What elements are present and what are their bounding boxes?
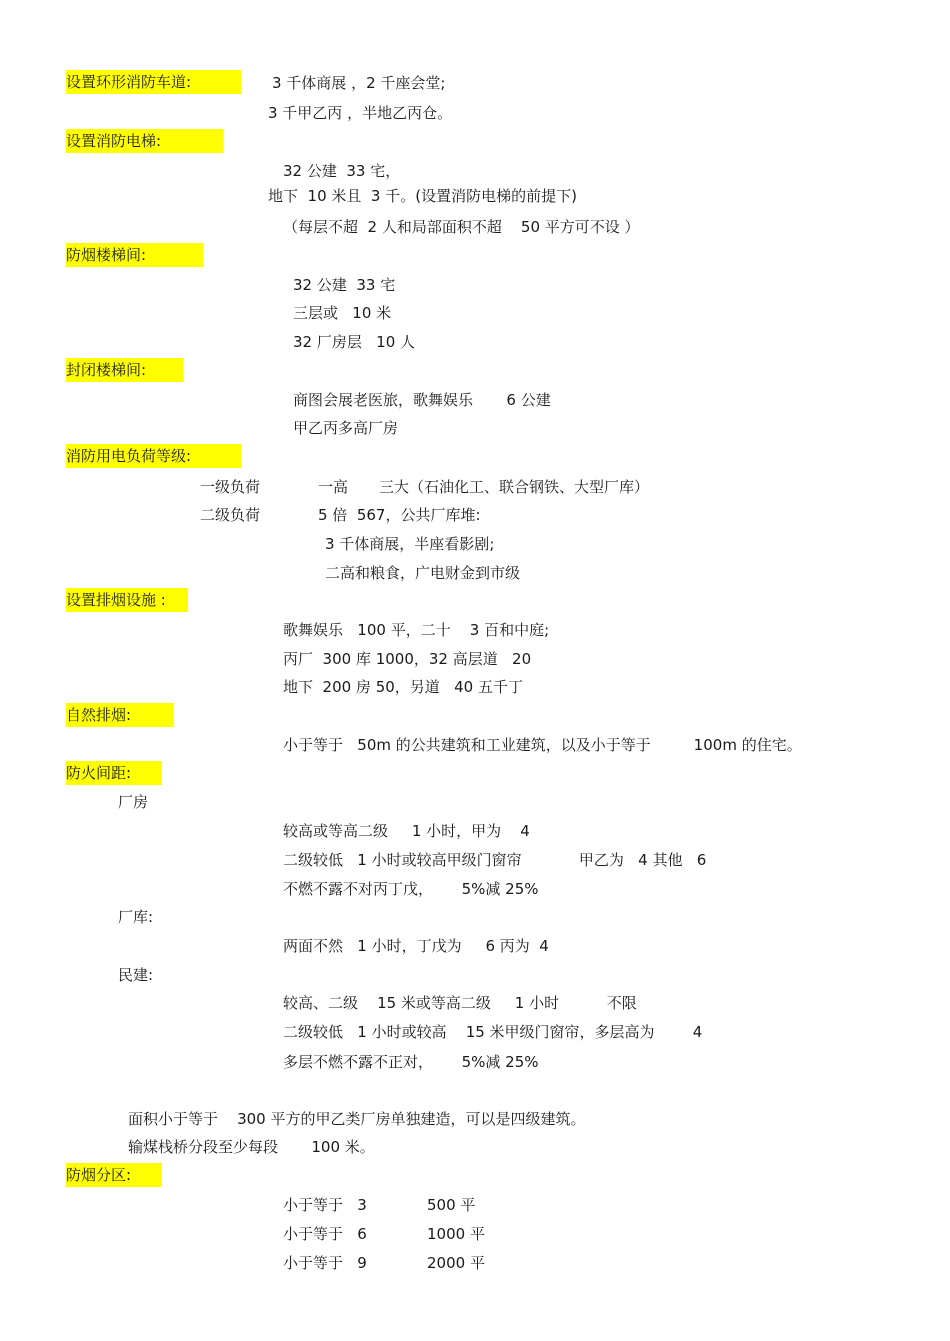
spacing-civil-line-2: 二级较低 1 小时或较高 15 米甲级门窗帘，多层高为 4 [283,1023,703,1041]
spacing-civil-line-1: 较高、二级 15 米或等高二级 1 小时 不限 [283,994,637,1012]
smoke-zone-area-3: 2000 平 [427,1254,485,1272]
note-2: 输煤栈桥分段至少每段 100 米。 [128,1138,375,1156]
smoke-exhaust-line-1: 歌舞娱乐 100 平，二十 3 百和中庭; [283,621,550,639]
power-level2-label: 二级负荷 [200,506,261,524]
closed-stair-line-2: 甲乙丙多高厂房 [293,419,399,437]
smoke-exhaust-line-3: 地下 200 房 50，另道 40 五千丁 [283,678,523,696]
fire-elevator-line-2: 地下 10 米且 3 千。(设置消防电梯的前提下) [268,187,577,205]
heading-closed-stair: 封闭楼梯间: [66,358,183,382]
fire-elevator-line-1: 32 公建 33 宅， [283,162,401,180]
spacing-civil-label: 民建: [118,966,154,984]
heading-ring-road: 设置环形消防车道: [66,70,241,94]
power-level1-a: 一高 [318,478,349,496]
spacing-warehouse-label: 厂库: [118,908,154,926]
natural-exhaust-line-1: 小于等于 50m 的公共建筑和工业建筑，以及小于等于 100m 的住宅。 [283,736,802,754]
power-level1-label: 一级负荷 [200,478,261,496]
fire-elevator-line-3: （每层不超 2 人和局部面积不超 50 平方可不设 ） [283,218,640,236]
power-level1-b: 三大（石油化工、联合钢铁、大型厂库） [379,478,650,496]
smoke-zone-cond-2: 小于等于 6 [283,1225,367,1243]
power-level2-a: 5 倍 567，公共厂库堆: [318,506,481,524]
smoke-zone-area-2: 1000 平 [427,1225,485,1243]
smoke-stair-line-2: 三层或 10 米 [293,304,392,322]
smoke-zone-area-1: 500 平 [427,1196,476,1214]
heading-smoke-zone: 防烟分区: [66,1163,162,1187]
spacing-factory-line-3: 不燃不露不对丙丁戊， 5%减 25% [283,880,539,898]
note-1: 面积小于等于 300 平方的甲乙类厂房单独建造，可以是四级建筑。 [128,1110,586,1128]
smoke-zone-cond-1: 小于等于 3 [283,1196,367,1214]
power-level2-b: 3 千体商展，半座看影剧; [325,535,495,553]
heading-natural-exhaust: 自然排烟: [66,703,174,727]
smoke-exhaust-line-2: 丙厂 300 库 1000，32 高层道 20 [283,650,532,668]
heading-fire-spacing: 防火间距: [66,761,162,785]
spacing-warehouse-line-1: 两面不然 1 小时，丁戊为 6 丙为 4 [283,937,549,955]
heading-fire-elevator: 设置消防电梯: [66,129,223,153]
spacing-factory-line-2: 二级较低 1 小时或较高甲级门窗帘 甲乙为 4 其他 6 [283,851,707,869]
smoke-stair-line-3: 32 厂房层 10 人 [293,333,416,351]
heading-smoke-exhaust: 设置排烟设施 : [66,588,188,612]
spacing-factory-label: 厂房 [118,793,149,811]
ring-road-line-1: 3 千体商展 ，2 千座会堂; [272,74,446,92]
power-level2-c: 二高和粮食，广电财金到市级 [325,564,521,582]
ring-road-line-2: 3 千甲乙丙 ，半地乙丙仓。 [268,104,453,122]
heading-smoke-stair: 防烟楼梯间: [66,243,203,267]
heading-power-load: 消防用电负荷等级: [66,444,241,468]
smoke-stair-line-1: 32 公建 33 宅 [293,276,396,294]
closed-stair-line-1: 商图会展老医旅，歌舞娱乐 6 公建 [293,391,551,409]
spacing-civil-line-3: 多层不燃不露不正对， 5%减 25% [283,1053,539,1071]
spacing-factory-line-1: 较高或等高二级 1 小时，甲为 4 [283,822,530,840]
smoke-zone-cond-3: 小于等于 9 [283,1254,367,1272]
